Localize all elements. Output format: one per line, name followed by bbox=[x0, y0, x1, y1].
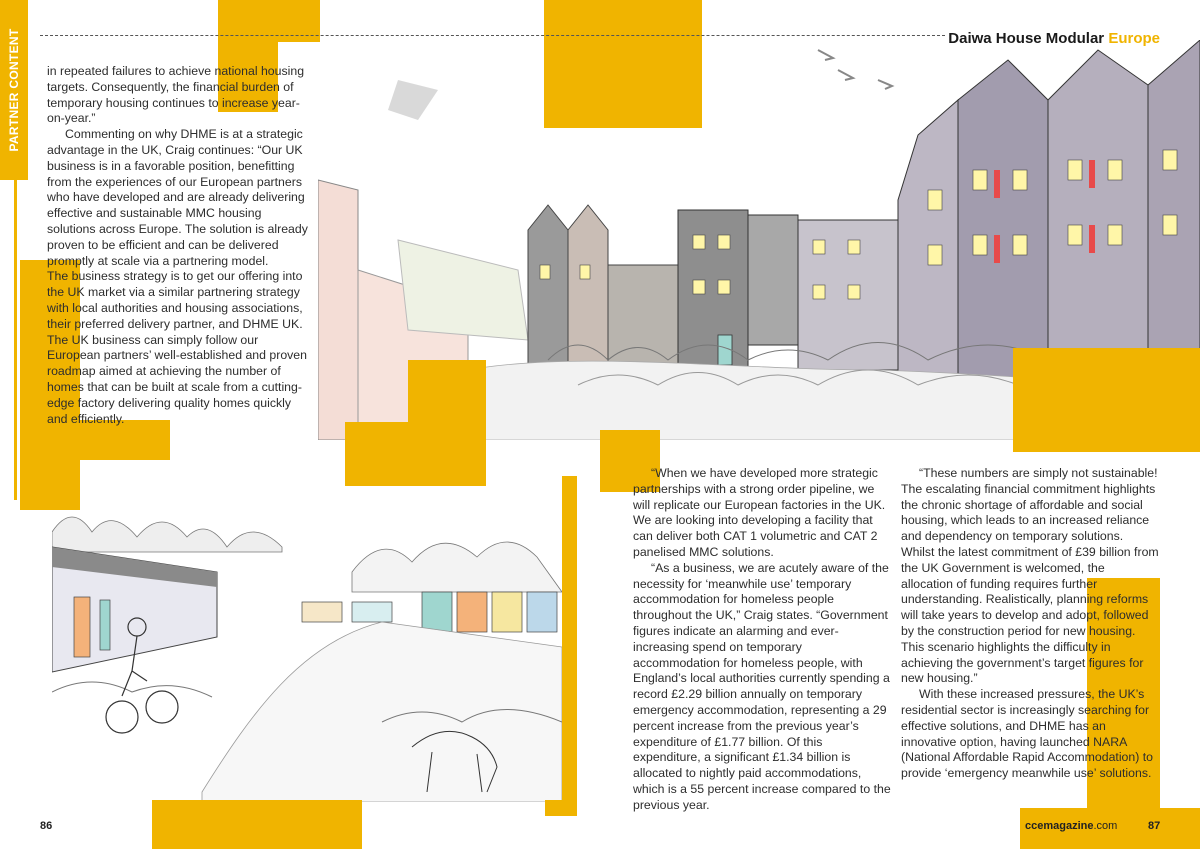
paragraph: in repeated failures to achieve national housing targets. Consequently, the financial burden of temporary housing continues to increase year-on-year.” bbox=[47, 64, 305, 126]
accent-block bbox=[612, 58, 702, 128]
header-rule bbox=[40, 35, 945, 36]
side-accent-line bbox=[14, 180, 17, 500]
article-column-right bbox=[901, 466, 1159, 782]
accent-block bbox=[1013, 348, 1200, 452]
paragraph: With these increased pressures, the UK’s residential sector is increasingly searching for effective solutions, and DHME has an innovative option, having launched NARA (National Affordable Rapid Accommodation) to provide ‘emergency meanwhile use’ solutions. bbox=[901, 687, 1154, 781]
page-number-right: 87 bbox=[1148, 820, 1161, 832]
brand-accent: Europe bbox=[1108, 30, 1160, 47]
accent-block bbox=[544, 58, 612, 128]
accent-block bbox=[545, 800, 577, 816]
paragraph: “These numbers are simply not sustainable! The escalating financial commitment highlights the chronic shortage of affordable and social housing, which leads to an increased reliance and dependency on temporary solutions. Whilst the latest commitment of £39 billion from the UK Government is welcomed, the allocation of funding requires further understanding. Realistically, planning reforms will take years to develop and adopt, followed by the construction period for new housing. This scenario highlights the difficulty in achieving the government’s target figures for new housing.” bbox=[901, 466, 1159, 686]
paragraph: Commenting on why DHME is at a strategic advantage in the UK, Craig continues: “Our UK business is in a favorable position, benefitting from the experiences of our European partners who have developed and are already delivering effective and sustainable MMC housing solutions across Europe. The solution is already proven to be efficient and can be delivered promptly at scale via a partnering model. bbox=[47, 127, 308, 268]
article-column-left bbox=[47, 64, 309, 427]
paragraph: “When we have developed more strategic partnerships with a strong order pipeline, we will replicate our European factories in the UK. We are looking into developing a facility that can deliver both CAT 1 volumetric and CAT 2 panelised MMC solutions. bbox=[633, 466, 886, 559]
accent-block bbox=[345, 422, 408, 486]
accent-block bbox=[152, 800, 362, 849]
housing-illustration-bottom bbox=[52, 492, 562, 802]
page-number-left: 86 bbox=[40, 820, 53, 832]
brand-title bbox=[948, 30, 1160, 47]
site-url-bold: ccemagazine bbox=[1025, 820, 1094, 832]
paragraph: The business strategy is to get our offering into the UK market via a similar partnering strategy with local authorities and housing associations, their preferred delivery partner, and DHME UK. The UK business can simply follow our European partners’ well-established and proven roadmap aimed at achieving the number of homes that can be built at scale from a cutting-edge factory delivering quality homes quickly and efficiently. bbox=[47, 269, 307, 426]
accent-block bbox=[562, 476, 577, 816]
partner-content-label: PARTNER CONTENT bbox=[7, 28, 21, 152]
article-column-middle bbox=[633, 466, 891, 814]
site-url-tail: .com bbox=[1093, 820, 1118, 832]
partner-content-tab bbox=[0, 0, 28, 180]
accent-block bbox=[544, 0, 702, 58]
paragraph: “As a business, we are acutely aware of the necessity for ‘meanwhile use’ temporary accommodation for homeless people throughout the UK,” Craig states. “Government figures indicate an alarming and ever-increasing spend on temporary accommodation for homeless people, with England’s local authorities currently spending a record £2.29 billion annually on temporary emergency accommodation, representing a 29 percent increase from the previous year’s expenditure of £1.77 billion. Of this expenditure, a significant £1.34 billion is allocated to nightly paid accommodations, which is a 55 percent increase compared to the previous year. bbox=[633, 560, 891, 812]
site-url bbox=[1025, 820, 1117, 832]
accent-block bbox=[408, 360, 486, 486]
brand-main: Daiwa House Modular bbox=[948, 30, 1105, 47]
